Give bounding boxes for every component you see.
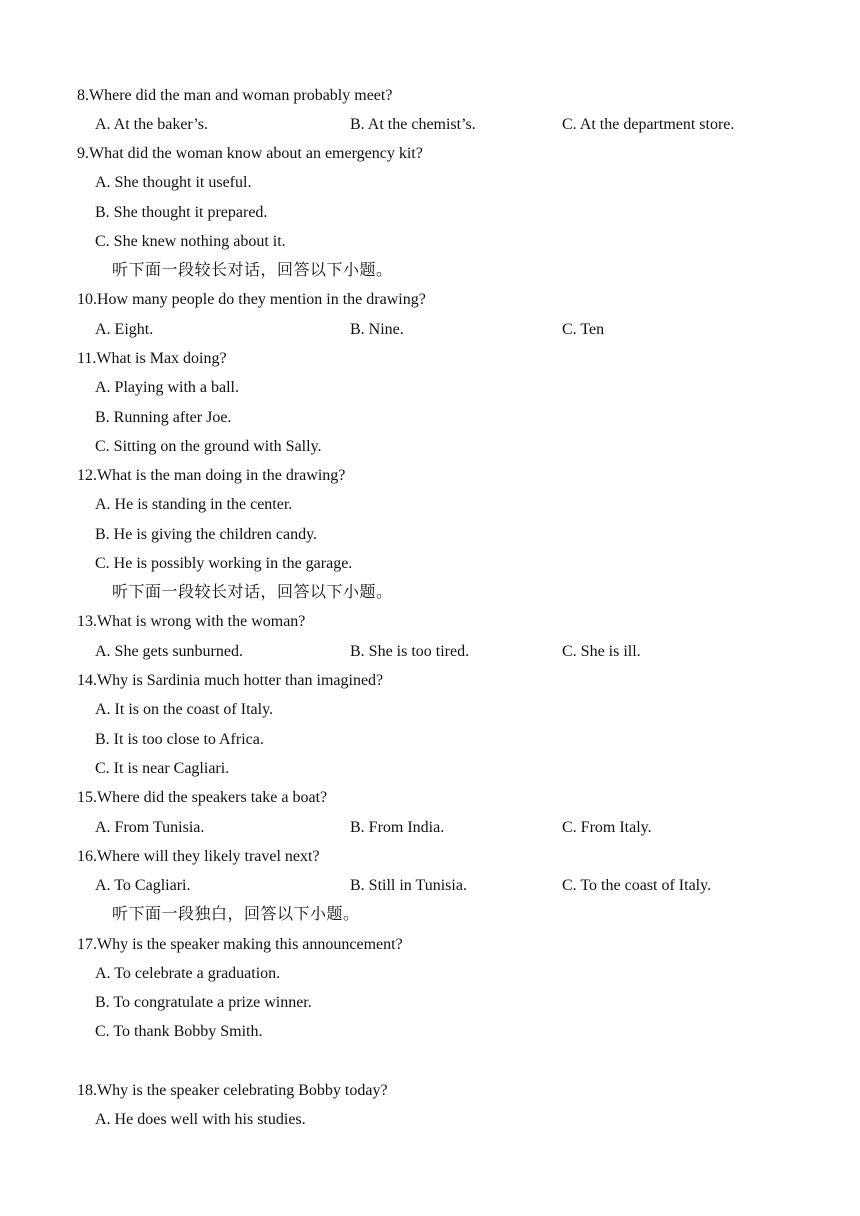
option-c: C. At the department store.	[562, 116, 735, 133]
option-b: B. From India.	[350, 819, 445, 836]
option-a: A. Playing with a ball.	[95, 379, 239, 396]
question-8-stem: 8.Where did the man and woman probably meet?	[77, 87, 393, 104]
option-c: C. To the coast of Italy.	[562, 877, 712, 894]
question-17-stem: 17.Why is the speaker making this announcement?	[77, 936, 403, 953]
option-b: B. Still in Tunisia.	[350, 877, 467, 894]
question-12-stem: 12.What is the man doing in the drawing?	[77, 467, 346, 484]
question-16-options	[0, 871, 860, 900]
option-a: A. He does well with his studies.	[95, 1111, 306, 1128]
option-c: C. She knew nothing about it.	[95, 233, 286, 250]
option-c: C. Sitting on the ground with Sally.	[95, 438, 322, 455]
option-a: A. Eight.	[95, 321, 154, 338]
option-b: B. At the chemist’s.	[350, 116, 476, 133]
option-a: A. He is standing in the center.	[95, 496, 293, 513]
question-13-options	[0, 637, 860, 666]
option-a: A. She gets sunburned.	[95, 643, 243, 660]
option-a: A. She thought it useful.	[95, 174, 252, 191]
question-13-stem: 13.What is wrong with the woman?	[77, 613, 306, 630]
option-c: C. Ten	[562, 321, 605, 338]
option-c: C. It is near Cagliari.	[95, 760, 230, 777]
question-14-stem: 14.Why is Sardinia much hotter than imagined?	[77, 672, 384, 689]
question-16-stem: 16.Where will they likely travel next?	[77, 848, 320, 865]
option-c: C. To thank Bobby Smith.	[95, 1023, 263, 1040]
option-a: A. At the baker’s.	[95, 116, 209, 133]
option-b: B. He is giving the children candy.	[95, 526, 318, 543]
option-a: A. From Tunisia.	[95, 819, 205, 836]
question-9-stem: 9.What did the woman know about an emergency kit?	[77, 145, 423, 162]
option-b: B. She is too tired.	[350, 643, 470, 660]
option-b: B. Running after Joe.	[95, 409, 232, 426]
option-a: A. To Cagliari.	[95, 877, 191, 894]
option-a: A. To celebrate a graduation.	[95, 965, 281, 982]
question-10-options	[0, 315, 860, 344]
question-8-options	[0, 110, 860, 139]
option-a: A. It is on the coast of Italy.	[95, 701, 274, 718]
question-15-stem: 15.Where did the speakers take a boat?	[77, 789, 328, 806]
question-15-options	[0, 813, 860, 842]
option-b: B. She thought it prepared.	[95, 204, 268, 221]
question-18-stem: 18.Why is the speaker celebrating Bobby today?	[77, 1082, 388, 1099]
section-instruction: 听下面一段较长对话，回答以下小题。	[112, 262, 393, 279]
option-b: B. To congratulate a prize winner.	[95, 994, 312, 1011]
option-b: B. It is too close to Africa.	[95, 731, 264, 748]
question-10-stem: 10.How many people do they mention in the drawing?	[77, 291, 426, 308]
section-instruction: 听下面一段较长对话，回答以下小题。	[112, 584, 393, 601]
option-b: B. Nine.	[350, 321, 404, 338]
question-11-stem: 11.What is Max doing?	[77, 350, 227, 367]
section-instruction: 听下面一段独白，回答以下小题。	[112, 906, 360, 923]
option-c: C. She is ill.	[562, 643, 641, 660]
option-c: C. From Italy.	[562, 819, 652, 836]
option-c: C. He is possibly working in the garage.	[95, 555, 353, 572]
